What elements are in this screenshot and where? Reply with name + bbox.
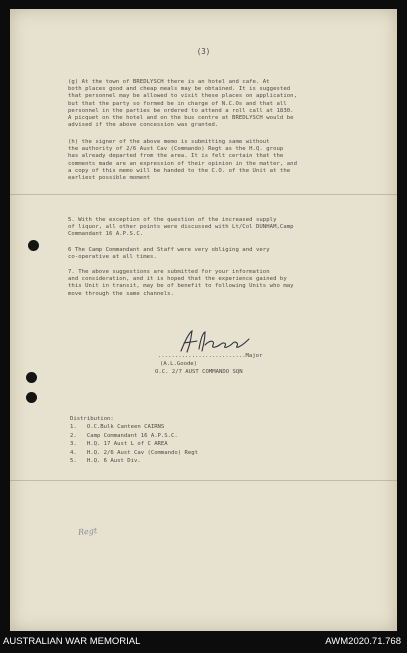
paragraph-6: 6 The Camp Commandant and Staff were very obliging and very co-operative at all times. — [68, 247, 270, 261]
signatory-name: (A.L.Goode) — [160, 361, 198, 367]
handwritten-signature — [175, 327, 255, 355]
handwritten-note: Regt — [77, 526, 98, 537]
punch-hole — [26, 372, 37, 383]
footer-bar — [0, 631, 407, 653]
distribution-item: 3. H.Q. 17 Aust L of C AREA — [70, 441, 168, 448]
paragraph-g: (g) At the town of BREDLYSCH there is an hotel and cafe. At both places good and cheap meals may be obtained. It is suggested that personnel may be allowed to visit these places on application, but that the party so formed be in charge of N.C.Os and that all personnel in the parties be ordered to attend a roll call at 1830. A picquet on the hotel and on the bus centre at BREDLYSCH would be advised if the above concession was granted. — [68, 79, 297, 129]
distribution-list — [70, 415, 198, 465]
distribution-item: 4. H.Q. 2/6 Aust Cav (Commando) Regt — [70, 449, 198, 456]
distribution-item: 2. Camp Commandant 16 A.P.S.C. — [70, 432, 178, 439]
punch-hole — [28, 240, 39, 251]
distribution-item: 1. O.C.Bulk Canteen CAIRNS — [70, 424, 165, 431]
fold-line — [10, 480, 397, 481]
footer-institution: AUSTRALIAN WAR MEMORIAL — [3, 636, 141, 647]
paragraph-h: (h) the signer of the above memo is submitting same without the authority of 2/6 Aust Cav (Commando) Regt as the H.Q. group has already departed from the area. It is felt certain that the comments made are an expression of their opinion in the matter, and a copy of this memo will be handed to the C.O. of the Unit at the earliest possible moment — [68, 139, 297, 182]
distribution-item: 5. H.Q. 6 Aust Div. — [70, 458, 141, 465]
signatory-unit: O.C. 2/7 AUST COMMANDO SQN — [155, 369, 243, 375]
distribution-title: Distribution: — [70, 416, 114, 422]
punch-hole — [26, 392, 37, 403]
footer-accession-number: AWM2020.71.768 — [325, 636, 401, 647]
paragraph-7: 7. The above suggestions are submitted for your information and consideration, and it is hoped that the experience gained by this Unit in transit, may be of benefit to following Units who may move through the same channels. — [68, 269, 294, 297]
signature-line: ..........................Major — [158, 353, 263, 359]
document-page — [10, 9, 397, 631]
page-number: (3) — [196, 47, 211, 56]
paragraph-5: 5. With the exception of the question of the increased supply of liquor, all other points were discussed with Lt/Col DUNHAM,Camp Commandant 16 A.P.S.C. — [68, 217, 294, 238]
fold-line — [10, 194, 397, 195]
